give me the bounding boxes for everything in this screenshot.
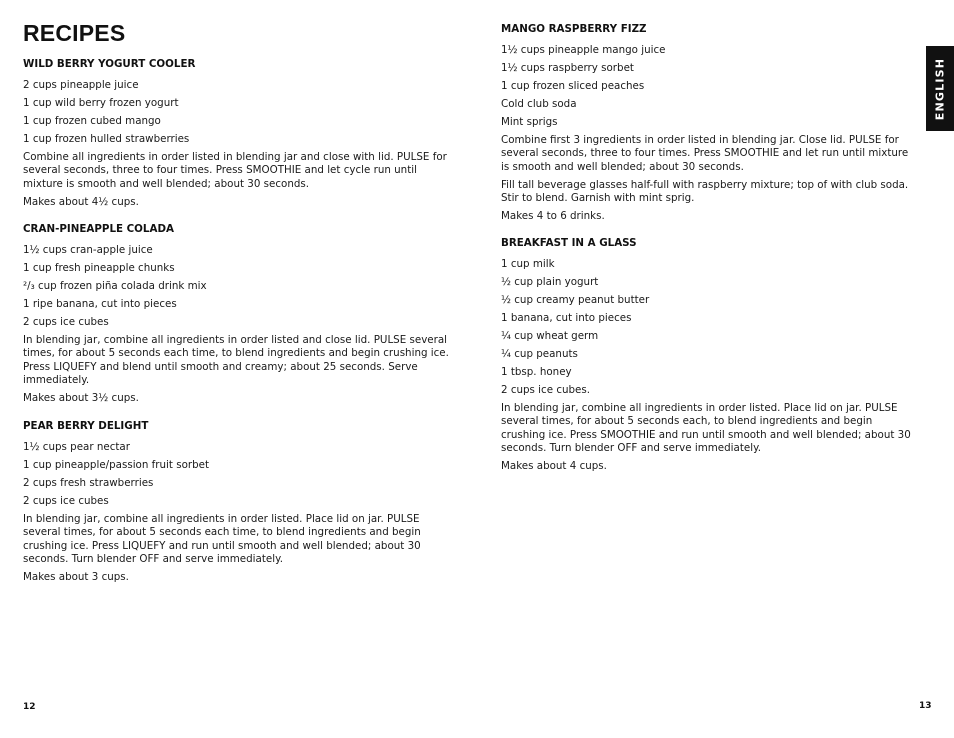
yield: Makes about 3½ cups.: [23, 392, 139, 405]
yield: Makes about 4 cups.: [501, 460, 607, 473]
recipe-title: WILD BERRY YOGURT COOLER: [23, 58, 196, 70]
ingredient: ¼ cup peanuts: [501, 348, 578, 360]
ingredient: 1½ cups pear nectar: [23, 441, 130, 453]
page-title: RECIPES: [23, 20, 126, 46]
recipe-wild-berry-yogurt-cooler: [23, 58, 455, 214]
page-number-left: 12: [23, 702, 36, 712]
language-tab-label: ENGLISH: [933, 57, 947, 120]
ingredient: 2 cups ice cubes: [23, 316, 109, 328]
yield: Makes about 4½ cups.: [23, 195, 139, 208]
ingredient: 1 cup pineapple/passion fruit sorbet: [23, 459, 210, 471]
recipe-title: MANGO RASPBERRY FIZZ: [501, 23, 647, 35]
ingredient: 1 cup wild berry frozen yogurt: [23, 97, 179, 109]
directions: In blending jar, combine all ingredients in order listed. Place lid on jar. PULSE several times, for about 5 seconds each time, to blend ingredients and begin crushing ice. Press LIQUEFY and run until smooth and well blended; about 30 seconds. Turn blender OFF and serve immediately.: [23, 513, 421, 565]
ingredient: ½ cup plain yogurt: [501, 276, 599, 288]
ingredient: 1½ cups raspberry sorbet: [501, 62, 634, 74]
ingredient: 1½ cups pineapple mango juice: [501, 44, 666, 56]
ingredient: 1 cup milk: [501, 258, 555, 270]
ingredient: Cold club soda: [501, 98, 577, 110]
ingredient: 1 cup frozen sliced peaches: [501, 80, 645, 92]
directions: Fill tall beverage glasses half-full with raspberry mixture; top of with club soda. Stir to blend. Garnish with mint sprig.: [501, 178, 909, 205]
ingredient: 1 cup frozen hulled strawberries: [23, 133, 190, 145]
recipe-breakfast-in-a-glass: [501, 237, 913, 478]
ingredient: 2 cups fresh strawberries: [23, 477, 154, 489]
directions: Combine all ingredients in order listed in blending jar and close with lid. PULSE for several seconds, three to four times. Press SMOOTHIE and let cycle run until mixture is smooth and well blended; about 30 seconds.: [23, 151, 447, 190]
ingredient: 2 cups pineapple juice: [23, 79, 139, 91]
recipe-title: CRAN-PINEAPPLE COLADA: [23, 223, 174, 235]
yield: Makes 4 to 6 drinks.: [501, 210, 605, 223]
recipe-title: PEAR BERRY DELIGHT: [23, 420, 149, 432]
recipe-cran-pineapple-colada: [23, 223, 455, 410]
ingredient: 1½ cups cran-apple juice: [23, 244, 153, 256]
ingredient: 1 tbsp. honey: [501, 366, 572, 378]
directions: In blending jar, combine all ingredients in order listed and close lid. PULSE several times, for about 5 seconds each time, to blend ingredients and begin crushing ice. Press LIQUEFY and blend until smooth and creamy; about 25 seconds. Serve immediately.: [23, 334, 449, 386]
language-tab: [926, 46, 954, 131]
recipe-pear-berry-delight: [23, 420, 443, 589]
recipe-title: BREAKFAST IN A GLASS: [501, 237, 637, 249]
ingredient: 1 cup frozen cubed mango: [23, 115, 161, 127]
ingredient: 2 cups ice cubes.: [501, 384, 591, 396]
ingredient: ²/₃ cup frozen piña colada drink mix: [23, 280, 207, 292]
ingredient: 1 ripe banana, cut into pieces: [23, 298, 177, 310]
page-number-right: 13: [919, 701, 932, 711]
ingredient: 2 cups ice cubes: [23, 495, 109, 507]
directions: Combine first 3 ingredients in order listed in blending jar. Close lid. PULSE for several seconds, three to four times. Press SMOOTHIE and let run until mixture is smooth and well blended; about 30 seconds.: [501, 134, 909, 173]
ingredient: Mint sprigs: [501, 116, 558, 128]
ingredient: ½ cup creamy peanut butter: [501, 294, 650, 306]
yield: Makes about 3 cups.: [23, 571, 129, 584]
recipe-mango-raspberry-fizz: [501, 23, 913, 228]
ingredient: ¼ cup wheat germ: [501, 330, 599, 342]
directions: In blending jar, combine all ingredients in order listed. Place lid on jar. PULSE several times, for about 5 seconds each, to blend ingredients and begin crushing ice. Press SMOOTHIE and run until smooth and well blended; about 30 seconds. Turn blender OFF and serve immediately.: [501, 402, 911, 454]
ingredient: 1 cup fresh pineapple chunks: [23, 262, 175, 274]
ingredient: 1 banana, cut into pieces: [501, 312, 632, 324]
